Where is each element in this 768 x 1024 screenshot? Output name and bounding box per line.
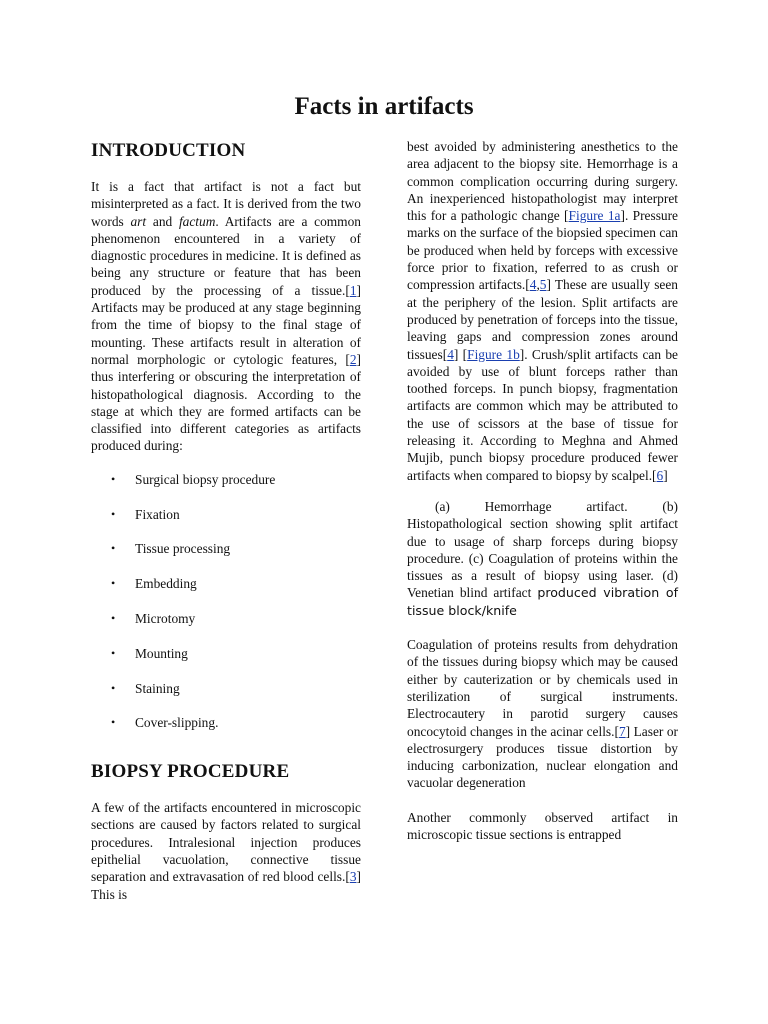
text-run: Artifacts may be produced at any stage beginning from the time of biopsy to the final stage of mounting. These artifacts result in alteration of normal morphologic or cytologic features, (91, 300, 361, 367)
entrapped-artifact-paragraph: Another commonly observed artifact in microscopic tissue sections is entrapped (407, 809, 678, 842)
coagulation-paragraph (407, 636, 678, 792)
text-run: ] [ (453, 346, 468, 362)
biopsy-procedure-heading: BIOPSY PROCEDURE (91, 761, 290, 783)
bullet-icon: • (111, 680, 116, 695)
list-item (91, 506, 361, 541)
reference-link-1[interactable]: 1 (349, 282, 357, 298)
reference-link-4[interactable]: 4 (529, 277, 537, 293)
list-item-label: Microtomy (135, 610, 196, 626)
term-factum: factum (178, 213, 216, 229)
reference-link-5[interactable]: 5 (539, 277, 547, 293)
reference-link-3[interactable]: 3 (349, 869, 357, 885)
list-item (91, 645, 361, 680)
reference-link-7[interactable]: 7 (618, 723, 626, 739)
text-run: ] These are usually seen at the periphery of the lesion. Split artifacts are produced by penetration of forceps into the tissue, leaving gaps and compression zones around tissues[ (407, 277, 678, 362)
text-run: ]. Pressure marks on the surface of the biopsied specimen can be produced when held by forceps with excessive force prior to fixation, referred to as crush or compression artifacts.[ (407, 208, 679, 293)
introduction-heading: INTRODUCTION (91, 140, 246, 161)
bullet-icon: • (111, 715, 116, 730)
figure-1b-link[interactable]: Figure 1b (467, 346, 520, 362)
list-item (91, 714, 361, 749)
list-item-label: Tissue processing (135, 541, 231, 557)
bullet-icon: • (111, 610, 116, 625)
list-item (91, 610, 361, 645)
list-item-label: Embedding (135, 576, 197, 592)
biopsy-paragraph: A few of the artifacts encountered in microscopic sections are caused by factors related to surgical procedures. Intralesional injection produces epithelial vacuolation, connective tissue separation and extravasation of red blood cells.[3] This is (91, 800, 361, 902)
list-item-label: Mounting (135, 645, 188, 661)
text-run: A few of the artifacts encountered in microscopic sections are caused by factors related to surgical procedures. Intralesional injection produces epithelial vacuolation, connective tissue separation and extravasation of red blood cells. (91, 800, 361, 885)
bullet-icon: • (111, 506, 116, 521)
list-item (91, 540, 361, 575)
document-title: Facts in artifacts (294, 93, 474, 120)
bullet-icon: • (111, 576, 116, 591)
list-item-label: Fixation (135, 506, 180, 522)
reference-link-4b[interactable]: 4 (447, 346, 454, 362)
text-run: ] (663, 467, 668, 483)
text-run: produced vibration of tissue block/knife (407, 585, 679, 618)
reference-link-2[interactable]: 2 (349, 351, 357, 367)
right-column (407, 138, 678, 843)
list-item (91, 575, 361, 610)
figure-caption (407, 498, 678, 619)
text-run: It is a fact that artifact is not a fact but misinterpreted as a fact. It is derived from the two words (91, 179, 361, 229)
text-run: ] Laser or electrosurgery produces tissue distortion by inducing carbonization, nuclear elongation and vacuolar degeneration (407, 723, 679, 791)
biopsy-paragraph-continued (407, 138, 678, 484)
text-run: (a) Hemorrhage artifact. (b) Histopathological section showing split artifact due to usage of sharp forceps during biopsy procedure. (c) Coagulation of proteins within the tissues as a result of biopsy using laser. (d) Venetian blind artifact (407, 498, 678, 601)
introduction-paragraph: It is a fact that artifact is not a fact but misinterpreted as a fact. It is derived from the two words art and factum. Artifacts are a common phenomenon encountered in a variety of diagnostic procedures in medicine. It is defined as being any structure or feature that has been produced by the processing of a tissue.[1] Artifacts may be produced at any stage beginning from the time of biopsy to the final stage of mounting. These artifacts result in alteration of normal morphologic or cytologic features, [2] thus interfering or obscuring the interpretation of histopathological diagnosis. According to the stage at which they are formed artifacts can be classified into different categories as artifacts produced during: (91, 179, 361, 454)
term-art: art (130, 213, 147, 229)
text-run: Coagulation of proteins results from dehydration of the tissues during biopsy which may be caused either by cauterization or by chemicals used in sterilization of surgical instruments. Electrocautery in parotid surgery causes oncocytoid changes in the acinar cells.[ (407, 637, 678, 739)
list-item (91, 471, 361, 506)
text-run: ]. Crush/split artifacts can be avoided by use of blunt forceps rather than toothed forceps. In punch biopsy, fragmentation artifacts are common which may be attributed to the use of scissors at the base of tissue for releasing it. According to Meghna and Ahmed Mujib, punch biopsy procedure produced fewer artifacts when compared to biopsy by scalpel.[ (407, 346, 678, 483)
list-item-label: Cover-slipping. (135, 715, 219, 731)
bullet-icon: • (111, 645, 116, 660)
text-run: . Artifacts are a common phenomenon encountered in a variety of diagnostic procedures in medicine. It is defined as being any structure or feature that has been produced by the processing of a tissue. (91, 213, 361, 298)
figure-1a-link[interactable]: Figure 1a (568, 208, 621, 224)
bullet-icon: • (111, 541, 116, 556)
reference-link-6[interactable]: 6 (656, 467, 664, 483)
list-item-label: Surgical biopsy procedure (135, 471, 276, 487)
artifact-stage-list (91, 471, 361, 749)
left-column (91, 138, 361, 903)
bullet-icon: • (111, 471, 116, 486)
list-item-label: Staining (135, 680, 180, 696)
text-run: This is (91, 886, 128, 902)
text-run: best avoided by administering anesthetics to the area adjacent to the biopsy site. Hemorrhage is a common complication occurring during surgery. An inexperienced histopathologist may interpret this for a pathologic change [ (407, 139, 678, 224)
list-item (91, 680, 361, 715)
text-run: , (536, 277, 540, 293)
text-run: thus interfering or obscuring the interpretation of histopathological diagnosis. According to the stage at which they are formed artifacts can be classified into different categories as artifacts produced during: (91, 369, 361, 454)
text-run: and (146, 213, 179, 229)
